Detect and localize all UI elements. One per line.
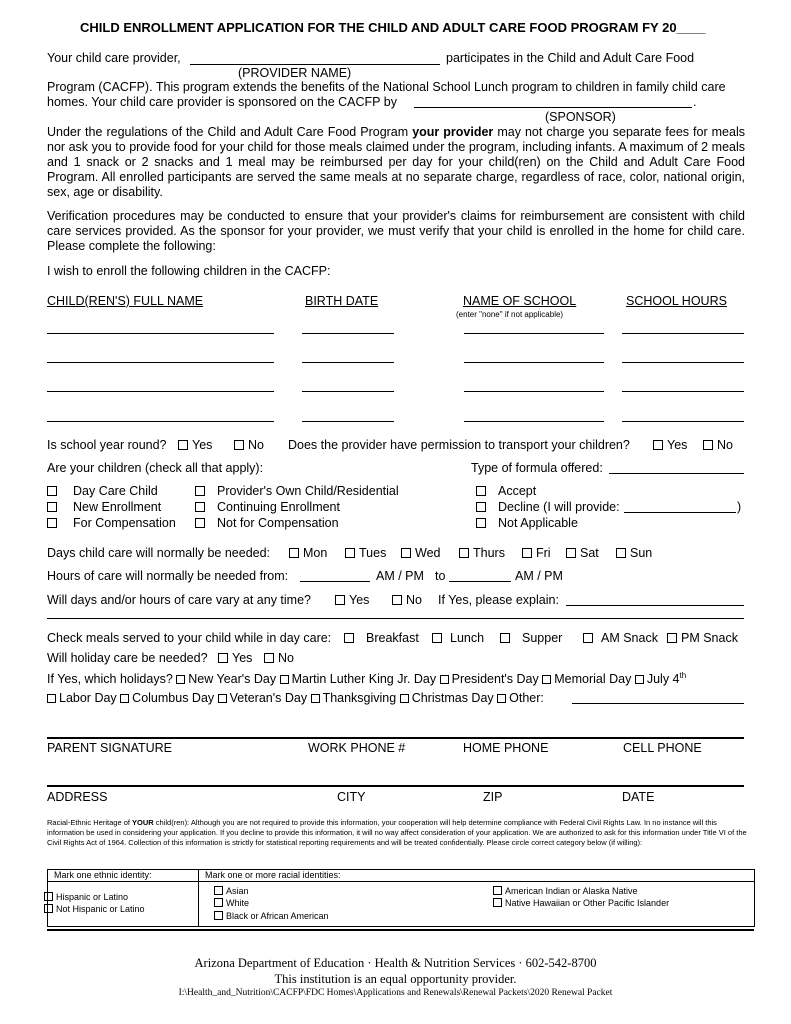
zip-label: ZIP bbox=[483, 790, 503, 804]
checkbox-icon[interactable] bbox=[264, 653, 274, 663]
children-are-label: Are your children (check all that apply): bbox=[47, 461, 264, 475]
checkbox-icon[interactable] bbox=[653, 440, 663, 450]
checkbox-icon[interactable] bbox=[497, 694, 506, 703]
child-name-field-3[interactable] bbox=[47, 391, 274, 392]
holiday-memorial[interactable]: Memorial Day bbox=[542, 672, 631, 686]
meal-pm-snack[interactable]: PM Snack bbox=[667, 631, 738, 645]
checkbox-icon[interactable] bbox=[176, 675, 185, 684]
school-year-question: Is school year round? bbox=[47, 438, 167, 452]
checkbox-icon[interactable] bbox=[392, 595, 402, 605]
racial-american-indian[interactable]: American Indian or Alaska Native bbox=[493, 886, 638, 896]
checkbox-icon[interactable] bbox=[616, 548, 626, 558]
intro-line1-b: participates in the Child and Adult Care Food bbox=[446, 51, 695, 65]
school-hours-field-3[interactable] bbox=[622, 391, 744, 392]
ethnic-table-header-divider bbox=[47, 881, 754, 882]
checkbox-icon[interactable] bbox=[476, 486, 486, 496]
home-phone-label: HOME PHONE bbox=[463, 741, 549, 755]
day-fri[interactable]: Fri bbox=[522, 546, 551, 560]
checkbox-icon[interactable] bbox=[214, 898, 223, 907]
holiday-labor[interactable]: Labor Day bbox=[47, 691, 117, 705]
intro-line2: Program (CACFP). This program extends the benefits of the National School Lunch program to children in family child care bbox=[47, 80, 726, 94]
checkbox-icon[interactable] bbox=[214, 911, 223, 920]
birth-date-field-4[interactable] bbox=[302, 421, 394, 422]
verification-paragraph: Verification procedures may be conducted to ensure that your provider's claims for reimbursement are consistent with child care services provided. As the sponsor for your provider, we must verify that your child is enrolled in the home for child care. Please complete the following: bbox=[47, 209, 745, 253]
racial-black[interactable]: Black or African American bbox=[214, 911, 329, 921]
day-sat[interactable]: Sat bbox=[566, 546, 599, 560]
formula-decline-end: ) bbox=[737, 500, 742, 514]
school-name-field-1[interactable] bbox=[464, 333, 604, 334]
checkbox-icon[interactable] bbox=[493, 898, 502, 907]
checkbox-icon[interactable] bbox=[218, 694, 227, 703]
holiday-columbus[interactable]: Columbus Day bbox=[120, 691, 214, 705]
option-for-compensation[interactable]: For Compensation bbox=[47, 516, 176, 530]
holiday-mlk[interactable]: Martin Luther King Jr. Day bbox=[280, 672, 437, 686]
holiday-other-field[interactable] bbox=[572, 703, 744, 704]
meal-supper[interactable]: Supper bbox=[500, 631, 562, 645]
school-hours-field-4[interactable] bbox=[622, 421, 744, 422]
checkbox-icon[interactable] bbox=[214, 886, 223, 895]
ethnic-hispanic[interactable]: Hispanic or Latino bbox=[44, 892, 128, 902]
transport-yes[interactable]: Yes bbox=[653, 438, 687, 452]
meal-am-snack[interactable]: AM Snack bbox=[583, 631, 658, 645]
checkbox-icon[interactable] bbox=[44, 904, 53, 913]
birth-date-field-3[interactable] bbox=[302, 391, 394, 392]
date-label: DATE bbox=[622, 790, 655, 804]
intro-line3: homes. Your child care provider is sponsored on the CACFP by bbox=[47, 95, 397, 109]
formula-decline[interactable]: Decline (I will provide: bbox=[476, 500, 620, 514]
footer-agency: Arizona Department of Education · Health & Nutrition Services · 602-542-8700 bbox=[194, 956, 597, 970]
school-year-no[interactable]: No bbox=[234, 438, 264, 452]
checkbox-icon[interactable] bbox=[47, 502, 57, 512]
day-tues[interactable]: Tues bbox=[345, 546, 386, 560]
option-continuing-enrollment[interactable]: Continuing Enrollment bbox=[195, 500, 340, 514]
vary-yes[interactable]: Yes bbox=[335, 593, 369, 607]
checkbox-icon[interactable] bbox=[280, 675, 289, 684]
school-hours-field-1[interactable] bbox=[622, 333, 744, 334]
formula-decline-field[interactable] bbox=[624, 512, 736, 513]
checkbox-icon[interactable] bbox=[566, 548, 576, 558]
checkbox-icon[interactable] bbox=[218, 653, 228, 663]
vary-question: Will days and/or hours of care vary at any time? bbox=[47, 593, 312, 607]
day-sun[interactable]: Sun bbox=[616, 546, 652, 560]
checkbox-icon[interactable] bbox=[47, 518, 57, 528]
holiday-row1 bbox=[47, 671, 686, 686]
holiday-veterans[interactable]: Veteran's Day bbox=[218, 691, 307, 705]
holiday-which-label: If Yes, which holidays? bbox=[47, 672, 173, 687]
holiday-thanksgiving[interactable]: Thanksgiving bbox=[311, 691, 397, 705]
bottom-divider bbox=[47, 929, 754, 931]
header-school-name: NAME OF SCHOOL bbox=[463, 294, 577, 308]
vary-no[interactable]: No bbox=[392, 593, 422, 607]
hours-to-field[interactable] bbox=[449, 581, 511, 582]
option-not-for-compensation[interactable]: Not for Compensation bbox=[195, 516, 339, 530]
checkbox-icon[interactable] bbox=[335, 595, 345, 605]
checkbox-icon[interactable] bbox=[344, 633, 354, 643]
school-name-field-4[interactable] bbox=[464, 421, 604, 422]
checkbox-icon[interactable] bbox=[47, 486, 57, 496]
provider-name-field[interactable] bbox=[190, 64, 440, 65]
section-divider bbox=[47, 618, 744, 619]
racial-white[interactable]: White bbox=[214, 898, 249, 908]
formula-label: Type of formula offered: bbox=[471, 461, 603, 475]
holiday-question: Will holiday care be needed? bbox=[47, 651, 208, 665]
holiday-row2 bbox=[47, 691, 544, 705]
intro-line1-a: Your child care provider, bbox=[47, 51, 181, 65]
form-title: CHILD ENROLLMENT APPLICATION FOR THE CHILD AND ADULT CARE FOOD PROGRAM FY 20____ bbox=[80, 20, 706, 35]
checkbox-icon[interactable] bbox=[476, 518, 486, 528]
sponsor-field[interactable] bbox=[414, 107, 692, 108]
checkbox-icon[interactable] bbox=[120, 694, 129, 703]
hours-to: to bbox=[435, 569, 446, 583]
meal-lunch[interactable]: Lunch bbox=[432, 631, 484, 645]
racial-header: Mark one or more racial identities: bbox=[205, 870, 341, 880]
checkbox-icon[interactable] bbox=[178, 440, 188, 450]
checkbox-icon[interactable] bbox=[401, 548, 411, 558]
birth-date-field-2[interactable] bbox=[302, 362, 394, 363]
child-name-field-1[interactable] bbox=[47, 333, 274, 334]
racial-asian[interactable]: Asian bbox=[214, 886, 249, 896]
formula-accept[interactable]: Accept bbox=[476, 484, 536, 498]
formula-not-applicable[interactable]: Not Applicable bbox=[476, 516, 578, 530]
header-school-hours: SCHOOL HOURS bbox=[626, 294, 727, 308]
checkbox-icon[interactable] bbox=[400, 694, 409, 703]
holiday-christmas[interactable]: Christmas Day bbox=[400, 691, 494, 705]
meals-label: Check meals served to your child while in day care: bbox=[47, 631, 332, 645]
header-child-name: CHILD(REN'S) FULL NAME bbox=[47, 294, 204, 308]
ethnic-note: Racial-Ethnic Heritage of YOUR child(ren): Although you are not required to provide this information, your cooperation will help determine compliance with Federal Civil Rights Law. In no instance will this information be used in considering your application. If you decline to provide this information, it will no way affect consideration of your application. We are authorized to ask for this information under Title VI of the Civil Rights Act of 1964. Collection of this information is strictly for statistical reporting requirements and will be treated confidentially. Please circle correct category below (if willing): bbox=[47, 818, 747, 847]
formula-type-field[interactable] bbox=[609, 473, 744, 474]
child-name-field-4[interactable] bbox=[47, 421, 274, 422]
checkbox-icon[interactable] bbox=[667, 633, 677, 643]
holiday-no[interactable]: No bbox=[264, 651, 294, 665]
address-line[interactable] bbox=[47, 785, 744, 787]
transport-question: Does the provider have permission to transport your children? bbox=[288, 438, 630, 452]
day-thurs[interactable]: Thurs bbox=[459, 546, 505, 560]
meal-breakfast[interactable]: Breakfast bbox=[344, 631, 419, 645]
city-label: CITY bbox=[337, 790, 366, 804]
checkbox-icon[interactable] bbox=[522, 548, 532, 558]
checkbox-icon[interactable] bbox=[289, 548, 299, 558]
checkbox-icon[interactable] bbox=[345, 548, 355, 558]
footer-equal-opportunity: This institution is an equal opportunity provider. bbox=[274, 972, 517, 986]
birth-date-field-1[interactable] bbox=[302, 333, 394, 334]
checkbox-icon[interactable] bbox=[432, 633, 442, 643]
vary-explain-label: If Yes, please explain: bbox=[438, 593, 559, 607]
holiday-other[interactable]: Other: bbox=[497, 691, 544, 705]
enroll-intro: I wish to enroll the following children in the CACFP: bbox=[47, 264, 331, 278]
address-label: ADDRESS bbox=[47, 790, 108, 804]
school-hours-field-2[interactable] bbox=[622, 362, 744, 363]
checkbox-icon[interactable] bbox=[476, 502, 486, 512]
header-school-note: (enter "none" if not applicable) bbox=[456, 310, 564, 319]
checkbox-icon[interactable] bbox=[440, 675, 449, 684]
checkbox-icon[interactable] bbox=[311, 694, 320, 703]
transport-no[interactable]: No bbox=[703, 438, 733, 452]
checkbox-icon[interactable] bbox=[703, 440, 713, 450]
child-name-field-2[interactable] bbox=[47, 362, 274, 363]
days-label: Days child care will normally be needed: bbox=[47, 546, 271, 560]
holiday-presidents[interactable]: President's Day bbox=[440, 672, 539, 686]
work-phone-label: WORK PHONE # bbox=[308, 741, 406, 755]
holiday-yes[interactable]: Yes bbox=[218, 651, 252, 665]
hours-ampm-1: AM / PM bbox=[376, 569, 424, 583]
checkbox-icon[interactable] bbox=[500, 633, 510, 643]
ethnic-header: Mark one ethnic identity: bbox=[54, 870, 152, 880]
provider-name-label: (PROVIDER NAME) bbox=[238, 66, 352, 80]
header-birth-date: BIRTH DATE bbox=[305, 294, 379, 308]
checkbox-icon[interactable] bbox=[195, 502, 205, 512]
checkbox-icon[interactable] bbox=[195, 518, 205, 528]
ethnic-table-col-divider bbox=[198, 869, 199, 926]
hours-from-field[interactable] bbox=[300, 581, 370, 582]
sponsor-label: (SPONSOR) bbox=[545, 110, 616, 124]
holiday-july4[interactable]: July 4th bbox=[635, 672, 686, 686]
ethnic-not-hispanic[interactable]: Not Hispanic or Latino bbox=[44, 904, 145, 914]
vary-explain-field[interactable] bbox=[566, 605, 744, 606]
checkbox-icon[interactable] bbox=[459, 548, 469, 558]
checkbox-icon[interactable] bbox=[635, 675, 644, 684]
holiday-new-years[interactable]: New Year's Day bbox=[176, 672, 276, 686]
parent-signature-label: PARENT SIGNATURE bbox=[47, 741, 173, 755]
footer-file-path: I:\Health_and_Nutrition\CACFP\FDC Homes\Applications and Renewals\Renewal Packets\2020 Renewal Packet bbox=[178, 988, 613, 998]
racial-native-hawaiian[interactable]: Native Hawaiian or Other Pacific Islander bbox=[493, 898, 669, 908]
checkbox-icon[interactable] bbox=[44, 892, 53, 901]
checkbox-icon[interactable] bbox=[542, 675, 551, 684]
option-day-care-child[interactable]: Day Care Child bbox=[47, 484, 158, 498]
checkbox-icon[interactable] bbox=[195, 486, 205, 496]
checkbox-icon[interactable] bbox=[47, 694, 56, 703]
option-providers-own-child[interactable]: Provider's Own Child/Residential bbox=[195, 484, 399, 498]
hours-label: Hours of care will normally be needed from: bbox=[47, 569, 289, 583]
intro-line3-end: . bbox=[693, 95, 697, 109]
signature-line[interactable] bbox=[47, 737, 744, 739]
school-name-field-3[interactable] bbox=[464, 391, 604, 392]
checkbox-icon[interactable] bbox=[583, 633, 593, 643]
hours-ampm-2: AM / PM bbox=[515, 569, 563, 583]
checkbox-icon[interactable] bbox=[234, 440, 244, 450]
school-year-yes[interactable]: Yes bbox=[178, 438, 212, 452]
option-new-enrollment[interactable]: New Enrollment bbox=[47, 500, 161, 514]
regulations-paragraph: Under the regulations of the Child and Adult Care Food Program your provider may not charge you separate fees for meals nor ask you to provide food for your child for those meals claimed under the program, including infants. A maximum of 2 meals and 1 snack or 2 snacks and 1 meal may be reimbursed per day for your child(ren) on the Child and Adult Care Food Program. All enrolled participants are served the same meals at no separate charge, regardless of race, color, national origin, sex, age or disability. bbox=[47, 125, 745, 199]
day-wed[interactable]: Wed bbox=[401, 546, 440, 560]
checkbox-icon[interactable] bbox=[493, 886, 502, 895]
cell-phone-label: CELL PHONE bbox=[623, 741, 702, 755]
day-mon[interactable]: Mon bbox=[289, 546, 327, 560]
school-name-field-2[interactable] bbox=[464, 362, 604, 363]
